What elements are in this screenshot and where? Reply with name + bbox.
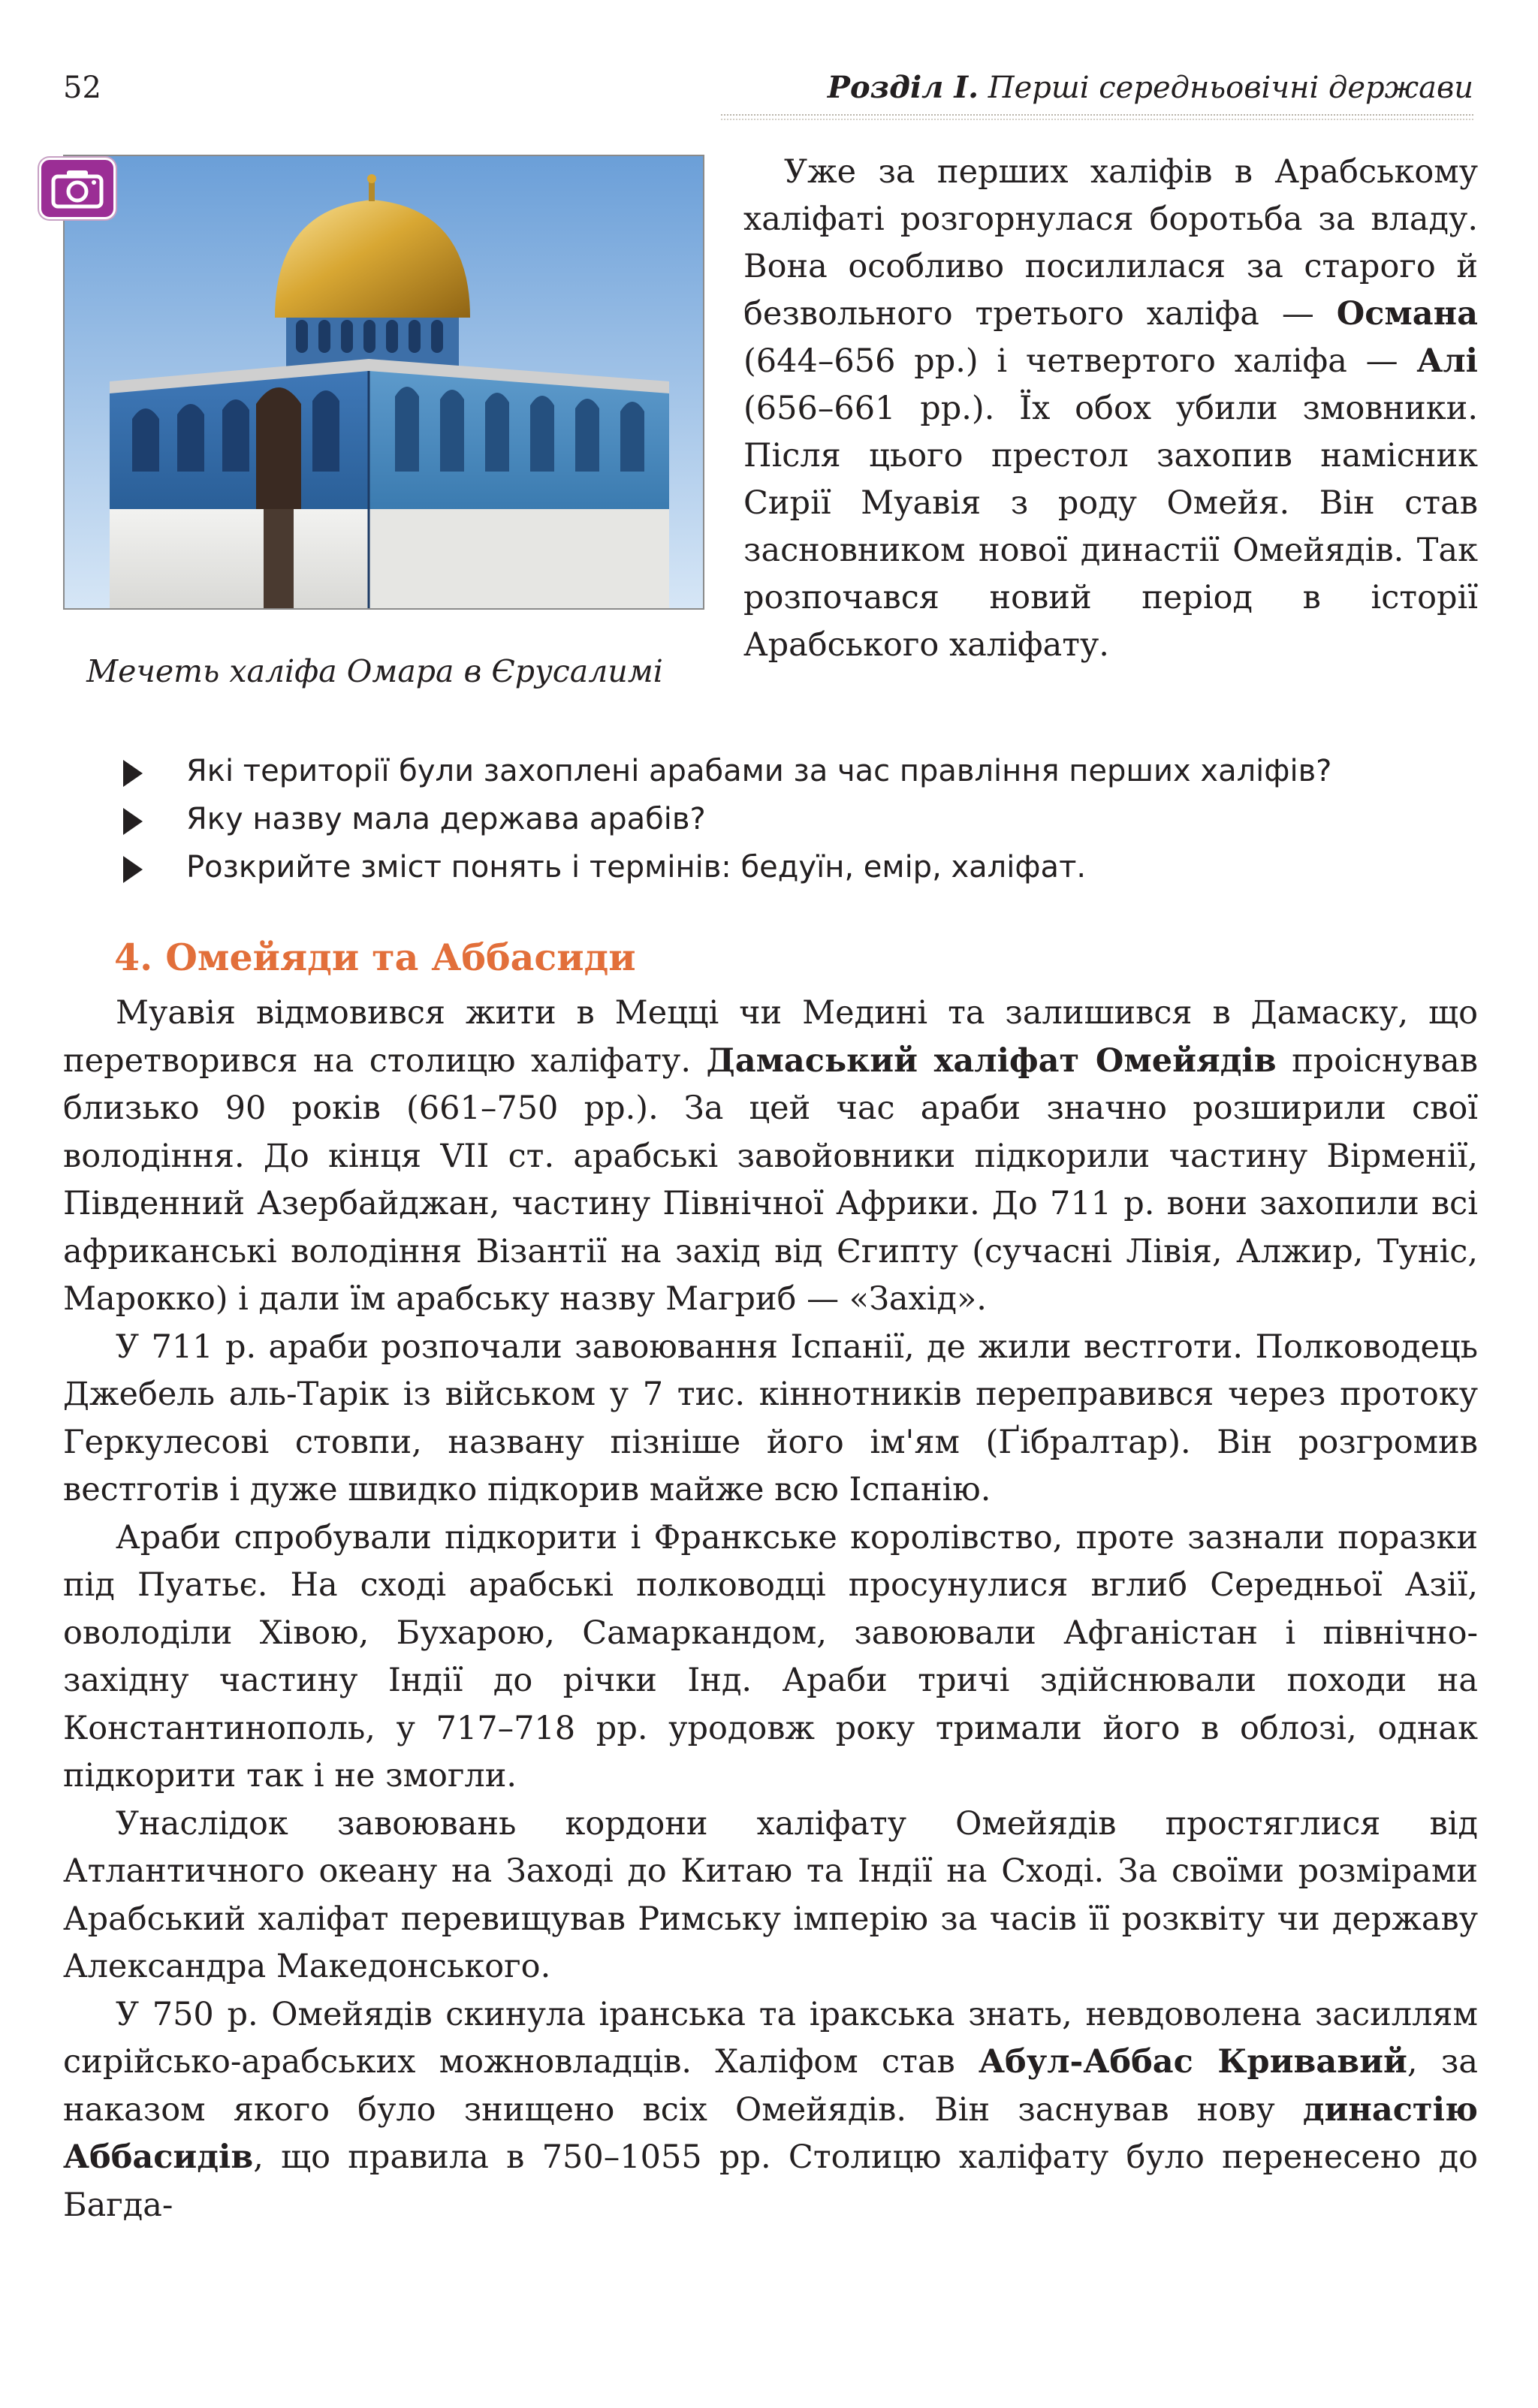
intro-text-2: (644–656 рр.) і четвертого халіфа — [743,342,1417,380]
paragraph-1 [63,990,1478,1324]
triangle-bullet-icon [123,856,143,883]
p5-bold-abul-abbas: Абул-Аббас Кривавий [979,2043,1407,2081]
question-text: Розкрийте зміст понять і термінів: бедуїн, емір, халіфат. [186,850,1087,885]
p1-text-2: проіснував близько 90 років (661–750 рр.). За цей час араби значно розширили свої володіння. До кінця VII ст. арабські завойовники підкорили частину Вірменії, Південний Азербайджан, частину Північної Африки. До 711 р. вони захопили всі африканські володіння Візантії на захід від Єгипту (сучасні Лівія, Алжир, Туніс, Марокко) і дали їм арабську назву Магриб — «Захід». [63,1041,1479,1318]
triangle-bullet-icon [123,760,143,787]
paragraph-2: У 711 р. араби розпочали завоювання Іспанії, де жили вестготи. Полководець Джебель аль-Тарік із військом у 7 тис. кіннотників переправився через протоку Геркулесові стовпи, названу пізніше його ім'ям (Ґібралтар). Він розгромив вестготів і дуже швидко підкорив майже всю Іспанію. [63,1328,1478,1508]
header-rule [721,114,1473,116]
mosque-photo [63,155,704,610]
p5-text-3: , що правила в 750–1055 рр. Столицю халіфату було перенесено до Багда- [63,2138,1478,2224]
intro-bold-osman: Османа [1336,295,1478,333]
intro-text-1: Уже за перших халіфів в Арабському халіфаті розгорнулася боротьба за владу. Вона особливо посилилася за старого й безвольного третього халіфа — [743,153,1478,333]
section-label: Розділ I. [827,70,979,105]
triangle-bullet-icon [123,808,143,835]
question-item [63,847,1490,895]
intro-paragraph [743,149,1478,669]
figure-caption: Мечеть халіфа Омара в Єрусалимі [86,653,663,689]
question-text: Які території були захоплені арабами за час правління перших халіфів? [186,754,1332,788]
intro-text-3: (656–661 рр.). Їх обох убили змовники. Після цього престол захопив намісник Сирії Муавія з роду Омейя. Він став засновником нової династії Омейядів. Так розпочався новий період в історії Арабського халіфату. [743,390,1478,664]
p1-text-1: Муавія відмовився жити в Мецці чи Медині та залишився в Дамаску, що перетворився на столицю халіфату. [63,994,1478,1080]
p5-text-2: , за наказом якого було знищено всіх Омейядів. Він заснував нову [63,2043,1478,2129]
p5-bold-abbasid: династію Аббасидів [63,2090,1478,2176]
paragraph-3: Араби спробували підкорити і Франкське королівство, проте зазнали поразки під Пуатьє. На сході арабські полководці просунулися вглиб Середньої Азії, оволоділи Хівою, Бухарою, Самаркандом, завоювали Афганістан і північно-західну частину Індії до річки Інд. Араби тричі здійснювали походи на Константинополь, у 717–718 рр. уродовж року тримали його в облозі, однак підкорити так і не змогли. [63,1518,1478,1795]
paragraph-5 [63,1991,1478,2230]
intro-bold-ali: Алі [1416,342,1478,380]
p1-bold: Дамаський халіфат Омейядів [706,1041,1277,1080]
paragraph-4: Унаслідок завоювань кордони халіфату Омейядів простяглися від Атлантичного океану на Заході до Китаю та Індії на Сході. За своїми розмірами Арабський халіфат перевищував Римську імперію за часів її розквіту чи державу Александра Македонського. [63,1804,1478,1985]
question-item [63,751,1490,799]
header-rule-secondary [721,119,1473,120]
page-number: 52 [63,71,101,105]
section-title-header: Перші середньовічні держави [988,71,1473,105]
question-text: Яку назву мала держава арабів? [186,802,706,836]
running-header [828,69,1473,107]
body-text [63,990,1478,2229]
question-item [63,799,1490,847]
review-questions [63,751,1490,895]
section-heading: 4. Омейяди та Аббасиди [114,936,636,979]
p5-text-1: У 750 р. Омейядів скинула іранська та іракська знать, невдоволена засиллям сирійсько-арабських можновладців. Халіфом став [63,1995,1478,2081]
camera-icon [39,158,116,219]
